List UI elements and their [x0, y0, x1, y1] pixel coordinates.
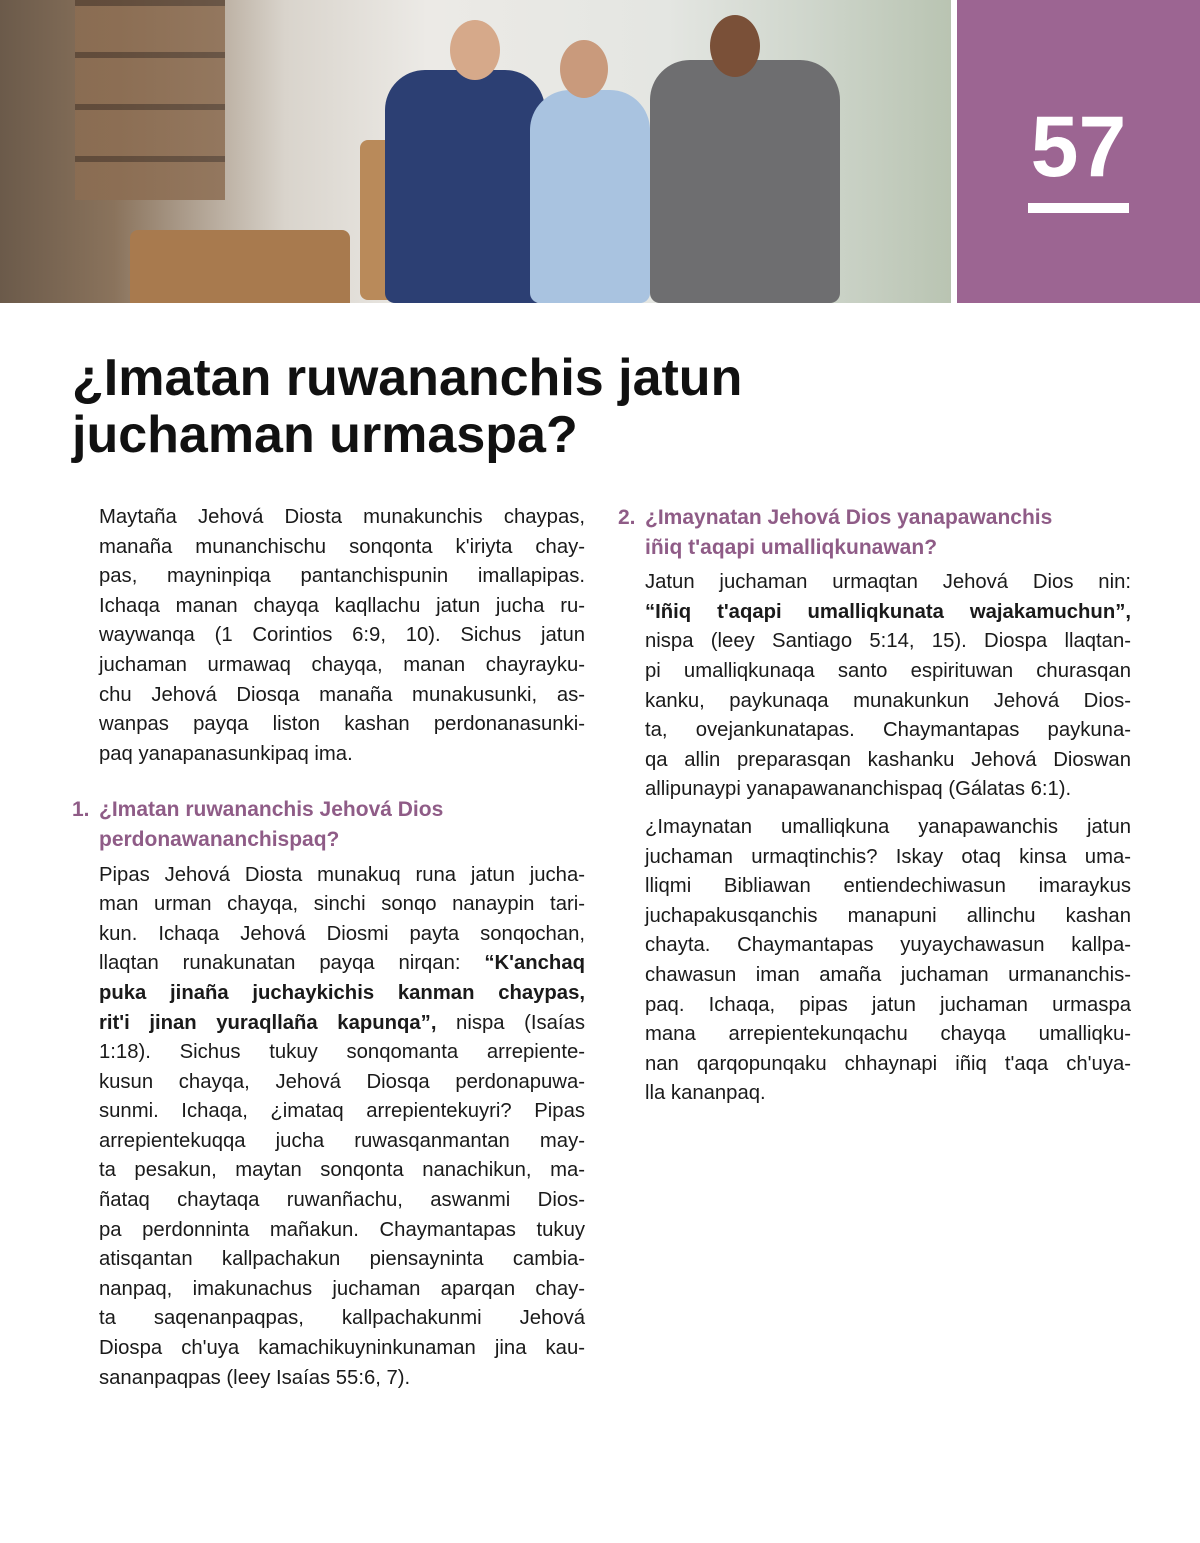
text-line: allipunaypi yanapawananchispaq (Gálatas 6:1).	[645, 778, 1072, 801]
lesson-number-badge	[957, 0, 1200, 303]
person-head	[450, 20, 500, 80]
text-line	[99, 1009, 585, 1039]
intro-paragraph	[99, 503, 585, 769]
text-segment: llaqtan runakunatan payqa nirqan:	[99, 952, 485, 975]
text-line: lla kananpaq.	[645, 1082, 766, 1105]
bold-quote-text: “K'anchaq	[484, 952, 585, 975]
heading-line: ¿Imatan ruwananchis Jehová Dios	[99, 798, 444, 822]
text-line: Jatun juchaman urmaqtan Jehová Dios nin:	[645, 571, 1131, 594]
text-line: kusun chayqa, Jehová Diosqa perdonapuwa-	[99, 1070, 585, 1093]
text-line: nan qarqopunqaku chhaynapi iñiq t'aqa ch'uya-	[645, 1052, 1131, 1075]
text-line: pa perdonninta mañakun. Chaymantapas tukuy	[99, 1218, 585, 1241]
person-left	[385, 70, 545, 303]
text-line: Ichaqa manan chayqa kaqllachu jatun jucha ru-	[99, 594, 585, 617]
text-line: mana arrepientekunqachu chayqa umalliqku-	[645, 1023, 1131, 1046]
text-line: juchaman urmaqtinchis? Iskay otaq kinsa uma-	[645, 845, 1131, 868]
question-2-answer-continued	[645, 813, 1131, 1109]
text-line: paq yanapanasunkipaq ima.	[99, 742, 353, 765]
text-line: ¿Imaynatan umalliqkuna yanapawanchis jatun	[645, 815, 1131, 838]
question-number: 2.	[618, 506, 636, 529]
text-line: chawasun iman amaña juchaman urmananchis-	[645, 963, 1131, 986]
chair	[130, 230, 350, 303]
text-line: juchaman urmawaq chayqa, manan chayrayku-	[99, 653, 585, 676]
text-line: sunmi. Ichaqa, ¿imataq arrepientekuyri? Pipas	[99, 1100, 585, 1123]
text-line: arrepientekuqqa jucha ruwasqanmantan may-	[99, 1129, 585, 1152]
text-line: nispa (leey Santiago 5:14, 15). Diospa llaqtan-	[645, 630, 1131, 653]
person-head	[560, 40, 608, 98]
text-line: chu Jehová Diosqa manaña munakusunki, as-	[99, 683, 585, 706]
person-head	[710, 15, 760, 77]
person-right	[650, 60, 840, 303]
left-column	[72, 503, 592, 1393]
text-line: manaña munanchischu sonqonta k'iriyta chay-	[99, 535, 585, 558]
question-2-answer	[645, 568, 1131, 805]
text-line: man urman chayqa, sinchi sonqo nanaypin tari-	[99, 893, 585, 916]
right-column	[618, 503, 1138, 1109]
text-line: sananpaqpas (leey Isaías 55:6, 7).	[99, 1366, 411, 1389]
title-line: ¿Imatan ruwananchis jatun	[72, 349, 743, 407]
text-line: pas, mayninpiqa pantanchispunin imallapipas.	[99, 565, 585, 588]
heading-line: iñiq t'aqapi umalliqkunawan?	[645, 535, 938, 559]
text-line	[645, 598, 1131, 628]
text-line: juchapakusqanchis manapuni allinchu kashan	[645, 904, 1131, 927]
heading-line: ¿Imaynatan Jehová Dios yanapawanchis	[645, 506, 1053, 529]
text-line: ñataq chaytaqa ruwanñachu, aswanmi Dios-	[99, 1189, 585, 1212]
text-line	[99, 949, 585, 979]
text-line: pi umalliqkunaqa santo espirituwan churasqan	[645, 659, 1131, 682]
text-line: waywanqa (1 Corintios 6:9, 10). Sichus jatun	[99, 624, 585, 647]
text-line: kanku, paykunaqa munakunkun Jehová Dios-	[645, 689, 1131, 712]
text-line: Diospa ch'uya kamachikuyninkunaman jina kau-	[99, 1337, 585, 1360]
question-2-heading	[618, 503, 1138, 562]
question-1-heading	[72, 795, 592, 854]
page-title	[72, 350, 742, 464]
text-line: Pipas Jehová Diosta munakuq runa jatun jucha-	[99, 863, 585, 886]
text-segment: nispa (Isaías	[436, 1011, 585, 1034]
text-line: Maytaña Jehová Diosta munakunchis chaypas,	[99, 506, 585, 528]
header-photo	[0, 0, 951, 303]
text-line: kun. Ichaqa Jehová Diosmi payta sonqochan,	[99, 922, 585, 945]
title-line: juchaman urmaspa?	[72, 406, 578, 464]
text-line: atisqantan kallpachakun piensayninta cambia-	[99, 1248, 585, 1271]
text-line: paq. Ichaqa, pipas jatun juchaman urmaspa	[645, 993, 1131, 1016]
bold-quote-text: rit'i jinan yuraqllaña kapunqa”,	[99, 1011, 437, 1034]
text-line: 1:18). Sichus tukuy sonqomanta arrepiente-	[99, 1041, 585, 1064]
heading-line: perdonawananchispaq?	[99, 827, 340, 851]
bold-quote-text: puka jinaña juchaykichis kanman chaypas,	[99, 981, 585, 1004]
bookshelf	[75, 0, 225, 200]
question-1-answer	[99, 861, 585, 1394]
bold-quote-text: “Iñiq t'aqapi umalliqkunata wajakamuchun”,	[645, 600, 1131, 623]
lesson-number: 57	[1030, 99, 1127, 195]
text-line: qa allin preparasqan kashanku Jehová Dioswan	[645, 748, 1131, 771]
person-middle	[530, 90, 650, 303]
text-line: lliqmi Bibliawan entiendechiwasun imaraykus	[645, 875, 1131, 898]
text-line	[99, 979, 585, 1009]
text-line: nanpaq, imakunachus juchaman aparqan chay-	[99, 1277, 585, 1300]
badge-underline	[1028, 203, 1129, 213]
text-line: ta saqenanpaqpas, kallpachakunmi Jehová	[99, 1307, 585, 1330]
question-number: 1.	[72, 798, 90, 822]
text-line: ta, ovejankunatapas. Chaymantapas paykuna-	[645, 719, 1131, 742]
text-line: wanpas payqa liston kashan perdonanasunki-	[99, 713, 585, 736]
text-line: ta pesakun, maytan sonqonta nanachikun, ma-	[99, 1159, 585, 1182]
text-line: chayta. Chaymantapas yuyaychawasun kallpa-	[645, 934, 1131, 957]
